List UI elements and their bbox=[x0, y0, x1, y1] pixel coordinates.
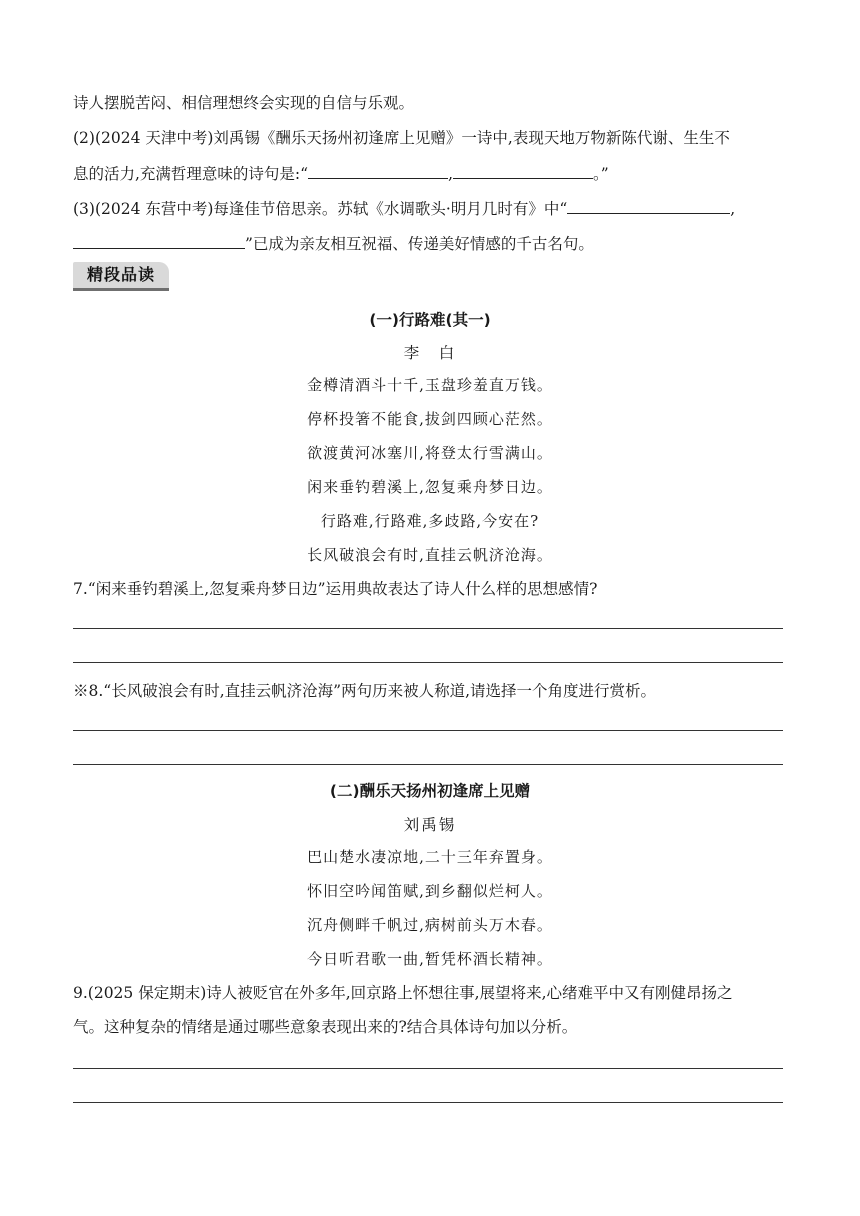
poem-2-line: 今日听君歌一曲,暂凭杯酒长精神。 bbox=[307, 950, 553, 968]
question-7: 7.“闲来垂钓碧溪上,忽复乘舟梦日边”运用典故表达了诗人什么样的思想感情? bbox=[73, 580, 598, 598]
poem-1-line: 行路难,行路难,多歧路,今安在? bbox=[320, 512, 540, 530]
intro-text-line: 诗人摆脱苦闷、相信理想终会实现的自信与乐观。 bbox=[73, 94, 415, 112]
poem-1-line: 金樽清酒斗十千,玉盘珍羞直万钱。 bbox=[307, 376, 553, 394]
question-3-line2 bbox=[73, 232, 594, 255]
fill-blank[interactable] bbox=[567, 197, 730, 214]
answer-line[interactable] bbox=[73, 764, 783, 765]
poem-1-line: 闲来垂钓碧溪上,忽复乘舟梦日边。 bbox=[307, 478, 553, 496]
question-8: ※8.“长风破浪会有时,直挂云帆济沧海”两句历来被人称道,请选择一个角度进行赏析。 bbox=[73, 682, 656, 700]
poem-1-title: (一)行路难(其一) bbox=[369, 311, 491, 329]
question-2-line2 bbox=[73, 162, 609, 185]
answer-line[interactable] bbox=[73, 730, 783, 731]
poem-2-title: (二)酬乐天扬州初逢席上见赠 bbox=[329, 782, 531, 800]
fill-blank[interactable] bbox=[453, 162, 593, 179]
poem-1-line: 欲渡黄河冰塞川,将登太行雪满山。 bbox=[307, 444, 553, 462]
poem-2-line: 怀旧空吟闻笛赋,到乡翻似烂柯人。 bbox=[307, 882, 553, 900]
poem-1-line: 长风破浪会有时,直挂云帆济沧海。 bbox=[307, 546, 553, 564]
question-9-line2: 气。这种复杂的情绪是通过哪些意象表现出来的?结合具体诗句加以分析。 bbox=[73, 1018, 578, 1036]
question-3-prompt: (3)(2024 东营中考)每逢佳节倍思亲。苏轼《水调歌头·明月几时有》中“ bbox=[73, 200, 568, 218]
question-2-prompt: 息的活力,充满哲理意味的诗句是:“ bbox=[73, 165, 309, 183]
poem-2-author: 刘禹锡 bbox=[403, 816, 457, 834]
question-2-line1: (2)(2024 天津中考)刘禹锡《酬乐天扬州初逢席上见赠》一诗中,表现天地万物新陈代谢、生生不 bbox=[73, 129, 730, 147]
answer-line[interactable] bbox=[73, 628, 783, 629]
fill-blank[interactable] bbox=[73, 232, 245, 249]
answer-line[interactable] bbox=[73, 1102, 783, 1103]
poem-2-line: 沉舟侧畔千帆过,病树前头万木春。 bbox=[307, 916, 553, 934]
blank-separator: , bbox=[448, 165, 454, 183]
question-3-continuation: ”已成为亲友相互祝福、传递美好情感的千古名句。 bbox=[245, 235, 594, 253]
question-3-line1 bbox=[73, 197, 735, 220]
poem-2-line: 巴山楚水凄凉地,二十三年弃置身。 bbox=[307, 848, 553, 866]
poem-1-line: 停杯投箸不能食,拔剑四顾心茫然。 bbox=[307, 410, 553, 428]
poem-1-author: 李 白 bbox=[403, 344, 457, 362]
section-tag: 精段品读 bbox=[73, 262, 169, 291]
closing-quote: 。” bbox=[593, 165, 609, 183]
fill-blank[interactable] bbox=[308, 162, 448, 179]
question-9-line1: 9.(2025 保定期末)诗人被贬官在外多年,回京路上怀想往事,展望将来,心绪难平中又有刚健昂扬之 bbox=[73, 984, 733, 1002]
blank-separator: , bbox=[730, 200, 736, 218]
answer-line[interactable] bbox=[73, 662, 783, 663]
answer-line[interactable] bbox=[73, 1068, 783, 1069]
